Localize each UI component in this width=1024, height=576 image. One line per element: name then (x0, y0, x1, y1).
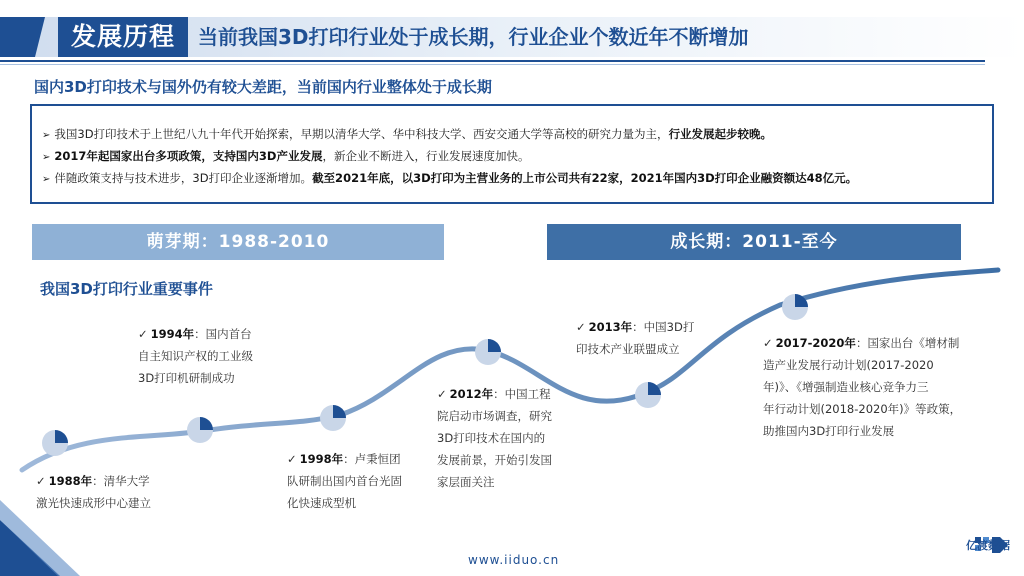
check-icon: ✓ (138, 327, 148, 341)
phase-growth-banner: 成长期：2011-至今 (547, 224, 961, 260)
milestone-2012 (475, 339, 501, 365)
check-icon: ✓ (287, 452, 297, 466)
milestone-1994 (187, 417, 213, 443)
event-1994: ✓ 1994年：国内首台 自主知识产权的工业级 3D打印机研制成功 (138, 327, 253, 385)
milestone-1988 (42, 430, 68, 456)
milestone-1998 (320, 405, 346, 431)
section-tag: 发展历程 (58, 17, 188, 57)
brand-name: 亿渡数据 (966, 539, 1010, 552)
arrow-right-icon: ➢ (42, 152, 51, 163)
event-2017-2020: ✓ 2017-2020年：国家出台《增材制 造产业发展行动计划(2017-2020 年)》、《增强制造业核心竞争力三 年行动计划(2018-2020年)》等政策， 助推国内3D打印行业发展 (763, 336, 962, 438)
events-title: 我国3D打印行业重要事件 (40, 280, 213, 298)
event-2012: ✓ 2012年：中国工程 院启动市场调查，研究 3D打印技术在国内的 发展前景，开始引发国 家层面关注 (437, 387, 552, 489)
arrow-right-icon: ➢ (42, 174, 51, 185)
footer-url[interactable]: www.iiduo.cn (468, 553, 560, 567)
milestone-2017 (782, 294, 808, 320)
header-divider-light (0, 64, 985, 65)
page-subtitle: 国内3D打印技术与国外仍有较大差距，当前国内行业整体处于成长期 (34, 78, 492, 96)
header-divider (0, 60, 985, 62)
check-icon: ✓ (36, 474, 46, 488)
event-2013: ✓ 2013年：中国3D打 印技术产业联盟成立 (576, 320, 695, 356)
check-icon: ✓ (763, 336, 773, 350)
summary-bullet-2: ➢ 2017年起国家出台多项政策，支持国内3D产业发展，新企业不断进入，行业发展速度加快。 (42, 149, 530, 163)
summary-bullet-1: ➢ 我国3D打印技术于上世纪八九十年代开始探索，早期以清华大学、华中科技大学、西安交通大学等高校的研究力量为主，行业发展起步较晚。 (42, 127, 773, 141)
event-1998: ✓ 1998年：卢秉恒团 队研制出国内首台光固 化快速成型机 (287, 452, 402, 510)
summary-bullet-3: ➢ 伴随政策支持与技术进步，3D打印企业逐渐增加。截至2021年底，以3D打印为主营业务的上市公司共有22家，2021年国内3D打印企业融资额达48亿元。 (42, 171, 858, 185)
summary-box (30, 104, 994, 204)
check-icon: ✓ (437, 387, 447, 401)
milestone-2013 (635, 382, 661, 408)
phase-sprout-banner: 萌芽期：1988-2010 (32, 224, 444, 260)
page-title: 当前我国3D打印行业处于成长期，行业企业个数近年不断增加 (198, 25, 749, 49)
arrow-right-icon: ➢ (42, 130, 51, 141)
check-icon: ✓ (576, 320, 586, 334)
event-1988: ✓ 1988年：清华大学 激光快速成形中心建立 (36, 474, 151, 510)
